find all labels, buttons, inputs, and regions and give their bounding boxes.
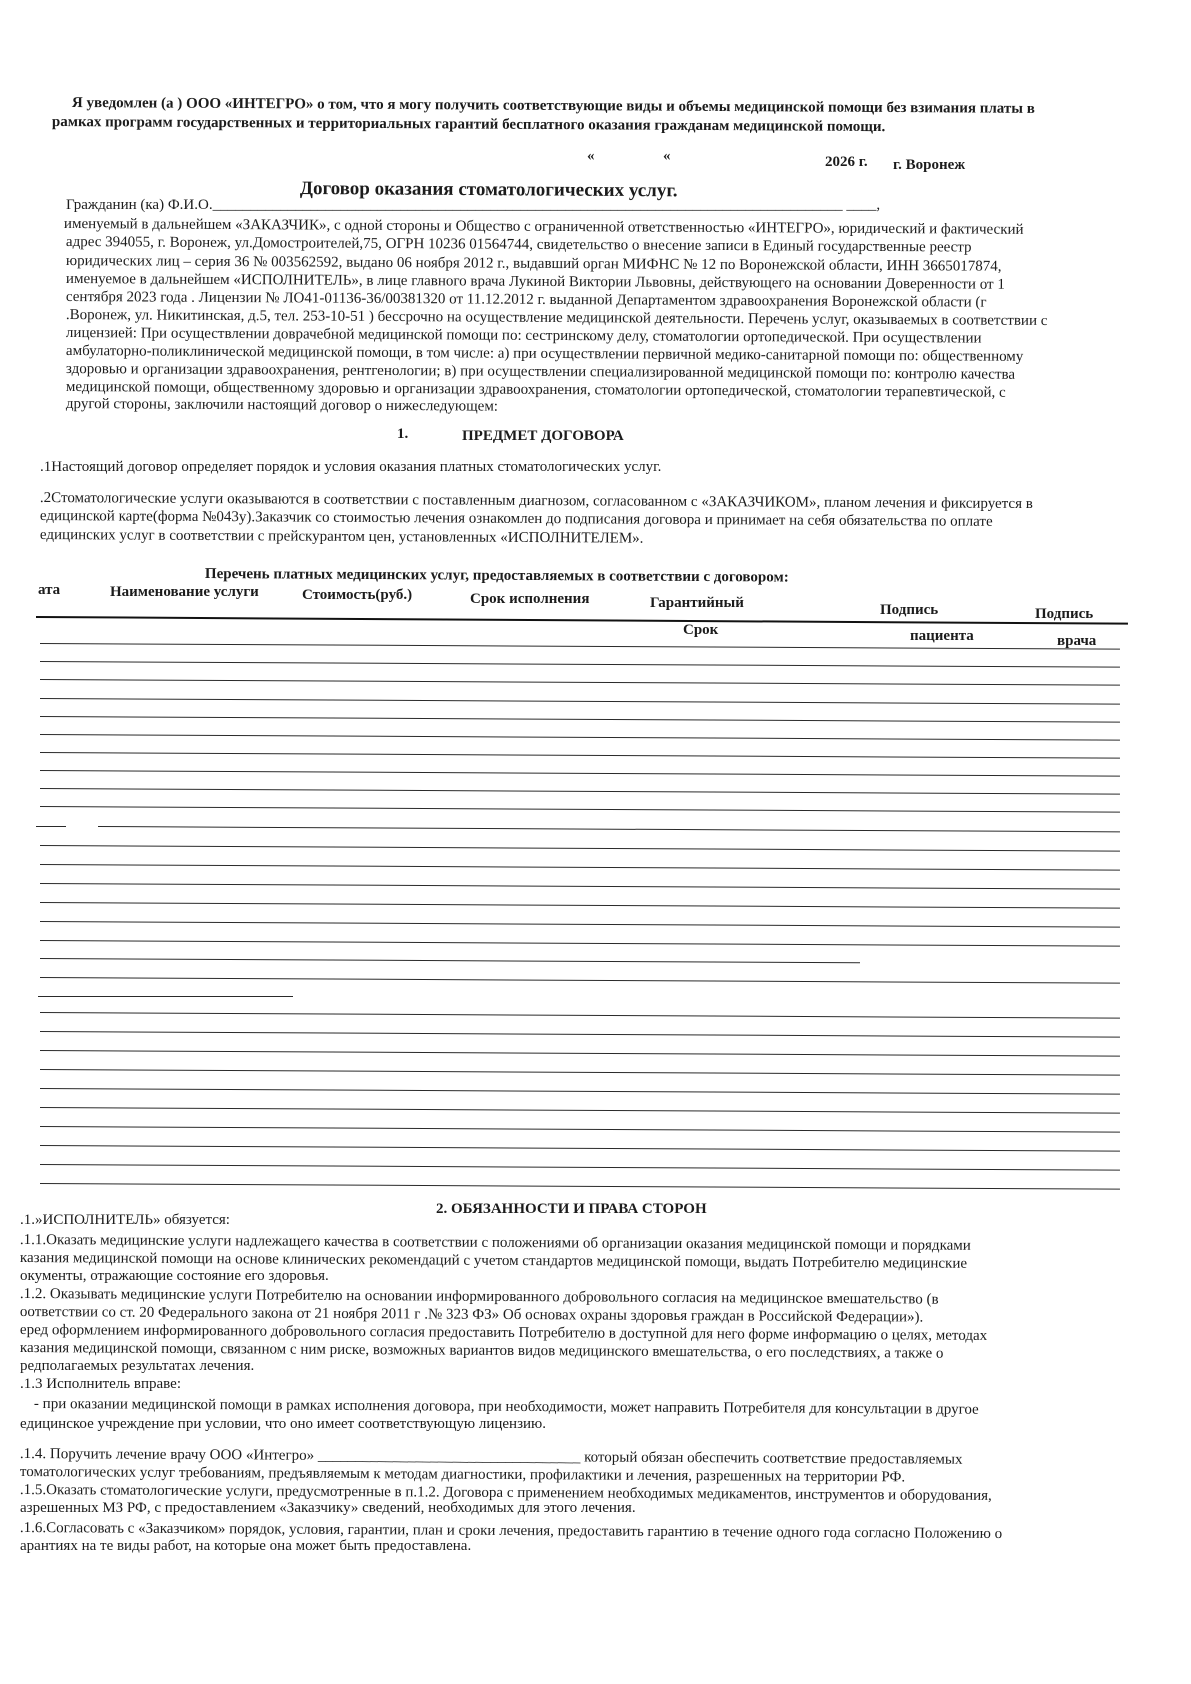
section-2-line: - при оказании медицинской помощи в рамках исполнения договора, при необходимости, может направить Потребителя для консультации в другое [33,1396,979,1418]
preamble-line: амбулаторно-поликлинической медицинской помощи, в том числе: а) при осуществлении первичной медико-санитарной помощи по: общественному [65,343,1024,365]
section-2-line: .1.2. Оказывать медицинские услуги Потребителю на основании информированного добровольного согласия на медицинское вмешательство (в [19,1286,939,1308]
section-2-line: арантиях на те виды работ, на которые она может быть предоставлена. [20,1538,472,1554]
notice-year: 2026 г. [825,154,868,170]
section-1-p2-line: .2Стоматологические услуги оказываются в соответствии с поставленным диагнозом, согласованном с «ЗАКАЗЧИКОМ», планом лечения и фиксируется в [39,490,1033,513]
table-row [40,788,1120,795]
table-row [40,1126,1120,1133]
section-2-line: .1.»ИСПОЛНИТЕЛЬ» обязуется: [20,1212,230,1228]
col-doctor-signature: Подпись [1035,606,1094,622]
section-2-line: окументы, отражающие состояние его здоровья. [20,1268,329,1284]
notice-city: г. Воронеж [893,157,966,173]
section-1-title: ПРЕДМЕТ ДОГОВОРА [462,428,624,444]
table-row [40,921,1120,928]
col-warranty: Гарантийный [650,595,744,611]
table-row [40,679,1120,686]
table-row [40,661,1120,668]
table-row [40,1031,1120,1038]
section-1-p1: .1Настоящий договор определяет порядок и условия оказания платных стоматологических услуг. [40,459,662,475]
table-row [40,1050,1120,1057]
table-row [40,1088,1120,1095]
section-2-line: .1.3 Исполнитель вправе: [20,1376,181,1392]
preamble-line: именуемый в дальнейшем «ЗАКАЗЧИК», с одной стороны и Общество с ограниченной ответственностью «ИНТЕГРО», юридический и фактический [63,216,1024,238]
section-2-line: азрешенных МЗ РФ, с предоставлением «Заказчику» сведений, необходимых для этого лечения. [20,1500,636,1516]
table-row-fragment [36,826,66,827]
col-service-name: Наименование услуги [110,584,259,600]
section-2-line: .1.1.Оказать медицинские услуги надлежащего качества в соответствии с положениями об организации оказания медицинской помощи и порядками [19,1232,971,1254]
section-2-line: оответствии со ст. 20 Федерального закона от 21 ноября 2011 г .№ 323 ФЗ» Об основах охраны здоровья граждан в Российской Федерации»). [19,1304,924,1326]
table-row [40,940,1120,947]
notice-line-2: рамках программ государственных и территориальных гарантий бесплатного оказания гражданам медицинской помощи. [51,114,886,136]
preamble-line: медицинской помощи, общественному здоровью и организации здравоохранения, стоматологии ортопедической, стоматологии терапевтической, с [65,379,1006,401]
section-1-p2-line: едицинских услуг в соответствии с прейскурантом цен, установленных «ИСПОЛНИТЕЛЕМ». [39,527,644,547]
table-row [40,845,1120,852]
section-2-line: редполагаемых результатах лечения. [20,1358,255,1374]
preamble-line: .Воронеж, ул. Никитинская, д.5, тел. 253-10-51 ) бессрочно на осуществление медицинской деятельности. Перечень услуг, оказываемых в соответствии с [65,307,1048,329]
section-2-line: .1.6.Согласовать с «Заказчиком» порядок, условия, гарантии, план и сроки лечения, предоставить гарантию в течение одного года согласно Положению о [19,1520,1003,1542]
preamble-line: Гражданин (ка) Ф.И.О.____________________________________________________________________________________ ____, [66,197,881,213]
preamble-line: здоровью и организации здравоохранения, рентгенологии; в) при осуществлении специализированной медицинской помощи по: контролю качества [65,361,1016,383]
col-cost: Стоимость(руб.) [302,587,413,603]
section-2-line: .1.5.Оказать стоматологические услуги, предусмотренные в п.1.2. Договора с применением необходимых медикаментов, инструментов и оборудования, [19,1482,992,1504]
table-caption: Перечень платных медицинских услуг, предоставляемых в соответствии с договором: [204,566,789,586]
table-row [40,1183,1120,1190]
section-2-line: томатологических услуг требованиям, предъявляемым к методам диагностики, профилактики и лечения, разрешенных на территории РФ. [19,1464,906,1486]
col-patient-signature: Подпись [880,602,939,618]
preamble-line: именуемое в дальнейшем «ИСПОЛНИТЕЛЬ», в лице главного врача Лукиной Виктории Львовны, действующего на основании Доверенности от 1 [65,271,1005,293]
table-row [40,752,1120,759]
preamble-line: адрес 394055, г. Воронеж, ул.Домостроителей,75, ОГРН 10236 01564744, свидетельство о внесение записи в Единый государственные реестр [65,234,972,256]
preamble-line: юридических лиц – серия 36 № 003562592, выдано 06 ноября 2012 г., выдавший орган МИФНС № 12 по Воронежской области, ИНН 3665017874, [65,253,1002,275]
notice-quote-second: « [663,148,671,164]
col-doctor-signature-sub: врача [1057,633,1097,649]
section-1-p2-line: едицинской карте(форма №043у).Заказчик со стоимостью лечения ознакомлен до подписания договора и принимает на себя обязательства по оплате [39,508,993,530]
table-row [40,1069,1120,1076]
table-row [40,716,1120,723]
table-row [40,770,1120,777]
table-row [40,902,1120,909]
col-term: Срок исполнения [470,591,590,607]
notice-quote-open: « [587,148,595,164]
notice-line-1: Я уведомлен (а ) ООО «ИНТЕГРО» о том, что я могу получить соответствующие виды и объемы медицинской помощи без взимания платы в [71,95,1035,117]
section-2-title: 2. ОБЯЗАННОСТИ И ПРАВА СТОРОН [436,1201,707,1217]
preamble-line: сентября 2023 года . Лицензии № ЛО41-01136-36/00381320 от 11.12.2012 г. выданной Департаментом здравоохранения Воронежской области (г [65,289,987,311]
table-row [40,734,1120,741]
table-row [40,806,1120,813]
section-2-line: казания медицинской помощи на основе клинических рекомендаций с учетом стандартов медицинской помощи, выдать Потребителю медицинские [19,1250,968,1272]
table-row [40,977,1120,984]
table-row [40,864,1120,871]
section-1-number: 1. [397,426,409,442]
col-patient-signature-sub: пациента [910,628,974,644]
section-2-line: еред оформлением информированного добровольного согласия предоставить Потребителю в доступной для него форме информацию о целях, методах [19,1322,988,1344]
preamble-line: другой стороны, заключили настоящий договор о нижеследующем: [65,396,499,415]
section-2-line: едицинское учреждение при условии, что оно имеет соответствующую лицензию. [20,1416,546,1432]
table-row [40,958,860,963]
table-header-rule [36,616,1128,625]
col-date: ата [38,582,61,598]
table-row-fragment [38,996,293,997]
table-row [40,1107,1120,1114]
table-row [40,698,1120,705]
table-row [98,826,1120,832]
preamble-line: лицензией: При осуществлении доврачебной медицинской помощи по: сестринскому делу, стоматологии ортопедической. При осуществлении [65,325,982,347]
contract-title: Договор оказания стоматологических услуг. [299,178,678,202]
table-row [40,1012,1120,1019]
col-warranty-term: Срок [683,622,719,638]
table-row [40,1164,1120,1171]
table-row [40,883,1120,890]
section-2-line: казания медицинской помощи, связанном с ним риске, возможных вариантов видов медицинского вмешательства, о его последствиях, а также о [19,1340,944,1362]
section-2-line: .1.4. Поручить лечение врачу ООО «Интегро» ___________________________________ который обязан обеспечить соответствие предоставляемых [19,1446,963,1468]
table-row [40,1145,1120,1152]
